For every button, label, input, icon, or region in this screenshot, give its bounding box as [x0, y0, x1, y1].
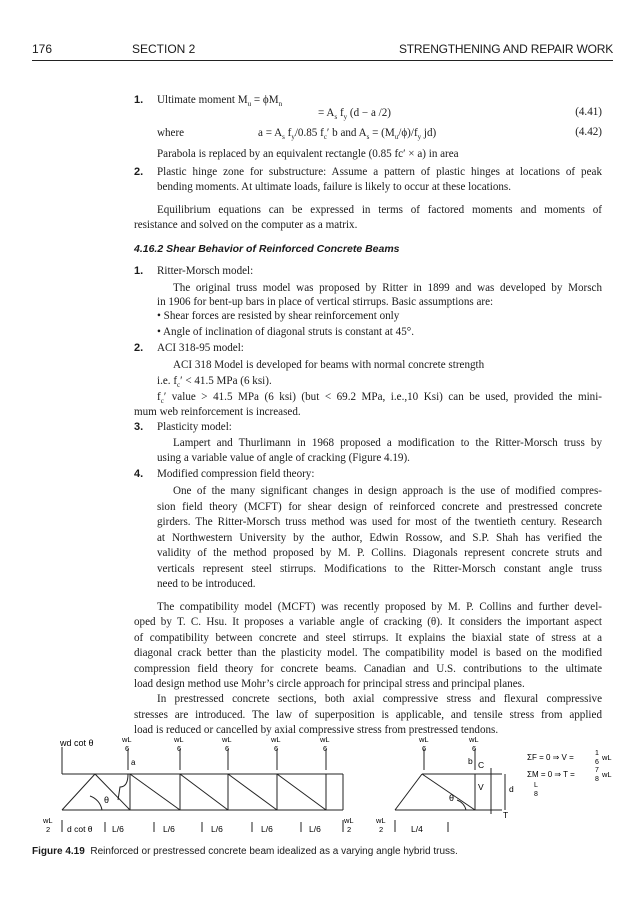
svg-text:6: 6: [225, 744, 230, 753]
mcft-line: need to be introduced.: [157, 578, 256, 590]
svg-text:L/6: L/6: [261, 824, 273, 834]
svg-text:wL: wL: [222, 735, 232, 744]
equation-number-441: (4.41): [575, 106, 602, 118]
list-item-number: 2.: [134, 166, 144, 178]
svg-text:6: 6: [323, 744, 328, 753]
svg-text:wL: wL: [271, 735, 281, 744]
svg-text:2: 2: [347, 825, 352, 834]
equation-number-442: (4.42): [575, 126, 602, 138]
plasticity-title: Plasticity model:: [157, 421, 232, 433]
equilibrium-eq-2: ΣM = 0 ⇒ T =: [527, 770, 575, 779]
svg-text:6: 6: [125, 744, 130, 753]
svg-text:8: 8: [595, 776, 599, 783]
list-item: 1.: [134, 94, 144, 106]
parabola-text: Parabola is replaced by an equivalent rectangle (0.85 fc′ × a) in area: [157, 148, 459, 160]
list-item-number: 3.: [134, 421, 144, 433]
prestress-line: load is reduced or cancelled by axial compressive stress from prestressed tendons.: [134, 724, 499, 736]
svg-text:L/6: L/6: [112, 824, 124, 834]
svg-text:V: V: [478, 782, 484, 792]
plasticity-text-2: using a variable value of angle of cracking (Figure 4.19).: [157, 452, 410, 464]
svg-text:a: a: [131, 758, 136, 767]
plastic-hinge-line2: bending moments. At ultimate loads, failure is likely to occur at these locations.: [157, 181, 511, 193]
svg-text:d cot θ: d cot θ: [67, 824, 93, 834]
moment-equation: = $A_s$ $f_y$ (d − a /2): [318, 107, 391, 122]
mcft-line: sion field theory (MCFT) for shear design of reinforced concrete and prestressed concrete: [157, 501, 602, 513]
compat-line: The compatibility model (MCFT) was recently proposed by M. P. Collins and further devel-: [157, 601, 602, 613]
aci-text-1: ACI 318 Model is developed for beams with normal concrete strength: [173, 359, 485, 371]
aci-text-3: $f_c'$ value > 41.5 MPa (6 ksi) (but < 69.2 MPa, i.e.,10 Ksi) can be used, provided the mini-: [157, 391, 602, 406]
svg-text:L/4: L/4: [411, 824, 423, 834]
svg-text:wL: wL: [43, 816, 53, 825]
svg-text:wL: wL: [174, 735, 184, 744]
svg-text:wL: wL: [344, 816, 354, 825]
wd-cot-label: wd cot θ: [60, 738, 94, 748]
section-label: SECTION 2: [132, 42, 196, 56]
ritter-text-1: The original truss model was proposed by Ritter in 1899 and was developed by Morsch: [173, 282, 602, 294]
svg-text:b: b: [468, 756, 473, 766]
compat-line: diagonal crack better than the plasticity model. The compatibility model is based on the modified: [134, 647, 602, 659]
svg-text:T: T: [503, 810, 509, 820]
mcft-line: validity of the method proposed by M. P. Collins. Diagonals represent concrete struts and: [157, 547, 602, 559]
compat-line: oped by T. C. Hsu. It proposes a variable angle of cracking (θ). It considers the important aspect: [134, 616, 602, 628]
mcft-title: Modified compression field theory:: [157, 468, 315, 480]
svg-text:L: L: [534, 782, 538, 789]
svg-text:1: 1: [595, 750, 599, 757]
svg-text:wL: wL: [376, 816, 386, 825]
svg-text:L/6: L/6: [211, 824, 223, 834]
load-label: wL: [122, 735, 132, 744]
svg-text:wL: wL: [602, 753, 612, 762]
compat-line: compression field theory for concrete beams. Canadian and U.S. contributions to the ultimate: [134, 663, 602, 675]
ultimate-moment-line: Ultimate moment $M_u = \phi M_n$: [157, 94, 283, 109]
svg-text:6: 6: [274, 744, 279, 753]
svg-text:6: 6: [177, 744, 182, 753]
prestress-line: In prestressed concrete sections, both axial compressive stress and flexural compressive: [157, 693, 602, 705]
truss-figure: [0, 730, 641, 840]
svg-text:2: 2: [46, 825, 51, 834]
svg-text:8: 8: [534, 791, 538, 798]
svg-text:wL: wL: [419, 735, 429, 744]
page-number: 176: [32, 42, 53, 56]
aci-text-2: i.e. $f_c' < 41.5$ MPa (6 ksi).: [157, 375, 272, 390]
equilibrium-eq-1: ΣF = 0 ⇒ V =: [527, 753, 574, 762]
bullet-item: • Angle of inclination of diagonal struts is constant at 45°.: [157, 325, 414, 339]
figure-caption: Figure 4.19 Reinforced or prestressed concrete beam idealized as a varying angle hybrid truss.: [32, 846, 458, 857]
header-rule: [32, 60, 613, 61]
list-item-number: 2.: [134, 342, 144, 354]
ritter-text-2: in 1906 for bent-up bars in place of vertical stirrups. Basic assumptions are:: [157, 296, 494, 308]
mcft-line: verticals represent steel stirrups. Modifications to the Ritter-Morsch constant angle truss: [157, 563, 602, 575]
svg-text:6: 6: [595, 759, 599, 766]
svg-text:7: 7: [595, 767, 599, 774]
svg-text:C: C: [478, 760, 485, 770]
aci-text-4: mum web reinforcement is increased.: [134, 406, 301, 418]
svg-text:wL: wL: [469, 735, 479, 744]
equilibrium-line2: resistance and solved on the computer as a matrix.: [134, 219, 358, 231]
where-label: where: [157, 127, 185, 139]
svg-text:θ: θ: [449, 793, 455, 803]
bullet-item: • Shear forces are resisted by shear reinforcement only: [157, 309, 399, 323]
svg-text:L/6: L/6: [309, 824, 321, 834]
mcft-line: at Northwestern University by the author, Edwin Rossow, and S.P. Shah has verified the: [157, 532, 602, 544]
aci-title: ACI 318-95 model:: [157, 342, 244, 354]
compat-line: load design method use Mohr’s circle approach for principal stress and principal planes.: [134, 678, 525, 690]
svg-text:wL: wL: [320, 735, 330, 744]
svg-text:θ: θ: [104, 795, 110, 805]
svg-text:d: d: [509, 784, 514, 794]
list-item-number: 4.: [134, 468, 144, 480]
prestress-line: stresses are introduced. The law of superposition is applicable, and tensile stress from applied: [134, 709, 602, 721]
plastic-hinge-line1: Plastic hinge zone for substructure: Assume a pattern of plastic hinges at locations of peak: [157, 166, 602, 178]
svg-text:6: 6: [422, 744, 427, 753]
section-heading: 4.16.2 Shear Behavior of Reinforced Concrete Beams: [134, 243, 400, 255]
ritter-morsch-title: Ritter-Morsch model:: [157, 265, 254, 277]
plasticity-text-1: Lampert and Thurlimann in 1968 proposed a modification to the Ritter-Morsch truss by: [173, 437, 602, 449]
svg-text:2: 2: [379, 825, 384, 834]
svg-text:wL: wL: [602, 770, 612, 779]
mcft-line: One of the many significant changes in design approach is the use of modified compres-: [173, 485, 602, 497]
svg-text:6: 6: [472, 744, 477, 753]
compat-line: of compatibility between concrete and steel stirrups. It explains the biaxial state of stress at a: [134, 632, 602, 644]
chapter-title: STRENGTHENING AND REPAIR WORK: [399, 42, 613, 56]
equilibrium-line1: Equilibrium equations can be expressed in terms of factored moments and moments of: [157, 204, 602, 216]
where-formula: $a = A_s$ $f_y/0.85$ $f_c'$ b and $A_s = (M_u/\phi)/f_y$ jd): [258, 127, 437, 142]
svg-text:L/6: L/6: [163, 824, 175, 834]
list-item-number: 1.: [134, 265, 144, 277]
mcft-line: girders. The Ritter-Morsch truss method was used for most of the twentieth century. Research: [157, 516, 602, 528]
